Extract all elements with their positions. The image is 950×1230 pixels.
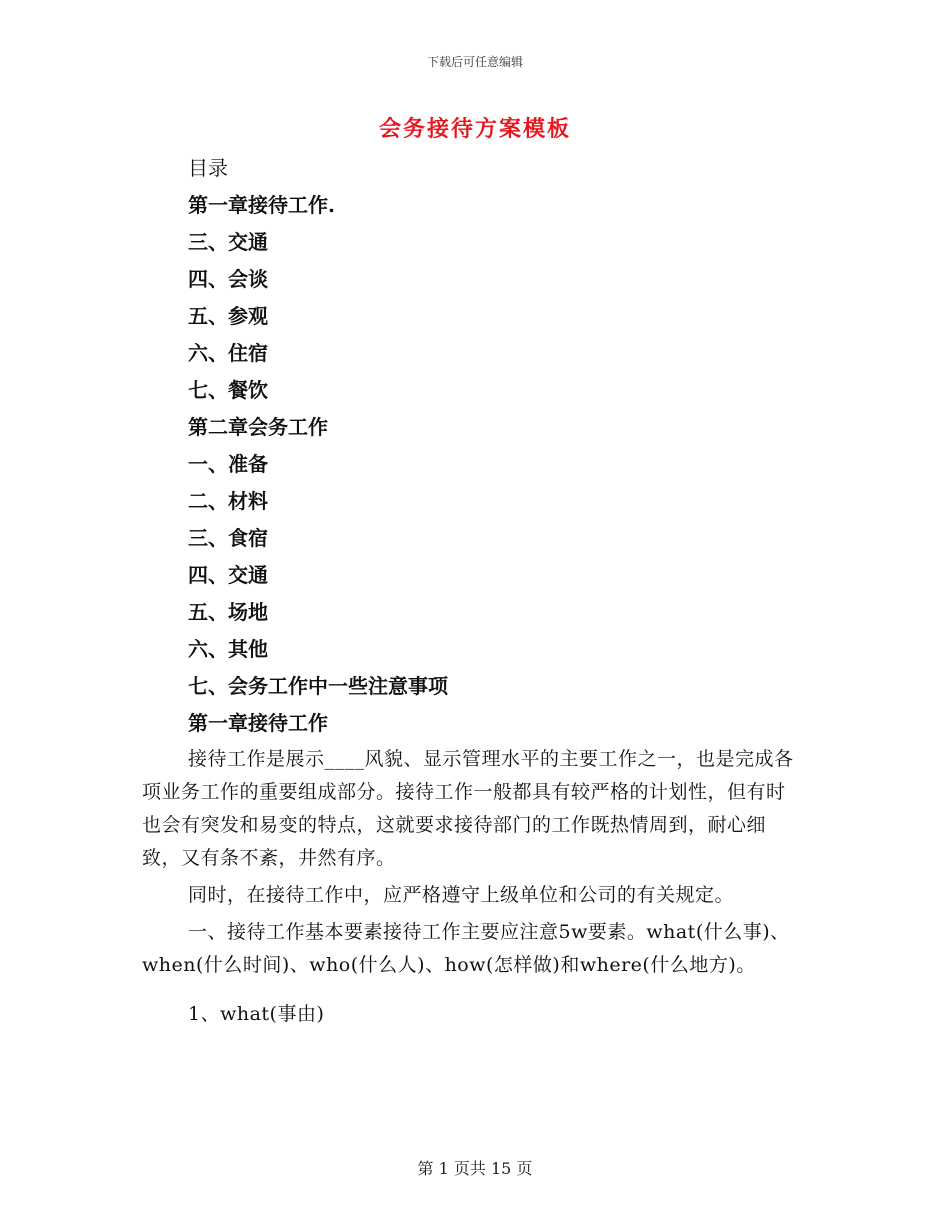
toc-item: 五、参观 [188, 304, 268, 328]
toc-item: 三、食宿 [188, 526, 268, 550]
toc-item: 五、场地 [188, 600, 268, 624]
paragraph: 1、what(事由) [188, 1003, 325, 1025]
paragraph: 接待工作是展示____风貌、显示管理水平的主要工作之一，也是完成各项业务工作的重要组成部分。接待工作一般都具有较严格的计划性，但有时也会有突发和易变的特点，这就要求接待部门的工作既热情周到，耐心细致，又有条不紊，井然有序。 [142, 748, 794, 869]
toc-item: 二、材料 [188, 489, 268, 513]
header-note: 下载后可任意编辑 [426, 55, 523, 69]
document-title: 会务接待方案模板 [378, 116, 571, 142]
body-text [142, 743, 797, 1031]
toc-item: 第一章接待工作. [188, 193, 335, 217]
table-of-contents [188, 150, 448, 742]
toc-item: 六、其他 [188, 637, 268, 661]
toc-item: 四、会谈 [188, 267, 268, 291]
toc-item: 六、住宿 [188, 341, 268, 365]
toc-item: 第二章会务工作 [188, 415, 328, 439]
toc-item: 第一章接待工作 [188, 711, 328, 735]
toc-item: 四、交通 [188, 563, 268, 587]
toc-item: 七、餐饮 [188, 378, 268, 402]
toc-item: 七、会务工作中一些注意事项 [188, 674, 448, 698]
paragraph: 同时，在接待工作中，应严格遵守上级单位和公司的有关规定。 [188, 884, 735, 906]
toc-item: 目录 [188, 156, 228, 180]
toc-item: 三、交通 [188, 230, 268, 254]
paragraph: 一、接待工作基本要素接待工作主要应注意5w要素。what(什么事)、when(什么时间)、who(什么人)、how(怎样做)和where(什么地方)。 [142, 921, 790, 976]
toc-item: 一、准备 [188, 452, 268, 476]
page-footer: 第 1 页共 15 页 [417, 1159, 533, 1178]
